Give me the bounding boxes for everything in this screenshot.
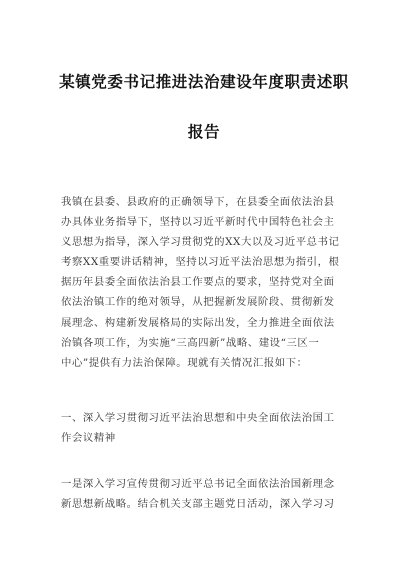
document-title-line-1: 某镇党委书记推进法治建设年度职责述职 — [59, 73, 349, 91]
intro-paragraph-line: 我镇在县委、县政府的正确领导下，在县委全面依法治县 — [61, 196, 335, 208]
intro-paragraph-line: 展理念、构建新发展格局的实际出发，全力推进全面依法 — [61, 316, 335, 329]
intro-paragraph-line: 考察XX重要讲话精神，坚持以习近平法治思想为指引，根 — [61, 256, 340, 269]
intro-paragraph-line: 据历年县委全面依法治县工作要点的要求，坚持党对全面 — [61, 276, 335, 289]
section-heading-line: 一、深入学习贯彻习近平法治思想和中央全面依法治国工 — [61, 412, 335, 424]
intro-paragraph-line: 依法治镇工作的绝对领导，从把握新发展阶段、贯彻新发 — [61, 296, 335, 309]
body-paragraph-line: 新思想新战略。结合机关支部主题党日活动，深入学习习 — [61, 498, 335, 511]
section-heading-1 — [61, 408, 351, 448]
intro-paragraph-line: 义思想为指导，深入学习贯彻党的XX大以及习近平总书记 — [61, 236, 340, 249]
intro-paragraph — [61, 192, 351, 373]
intro-paragraph-line: 中心”提供有力法治保障。现就有关情况汇报如下： — [61, 356, 308, 369]
section-heading-line: 作会议精神 — [61, 432, 116, 445]
intro-paragraph-line: 治镇各项工作，为实施“三高四新”战略、建设“三区一 — [61, 336, 320, 349]
body-paragraph — [61, 474, 351, 514]
document-title-line-2: 报告 — [187, 123, 221, 141]
body-paragraph-line: 一是深入学习宣传贯彻习近平总书记全面依法治国新理念 — [61, 478, 335, 490]
intro-paragraph-line: 办具体业务指导下，坚持以习近平新时代中国特色社会主 — [61, 216, 335, 229]
